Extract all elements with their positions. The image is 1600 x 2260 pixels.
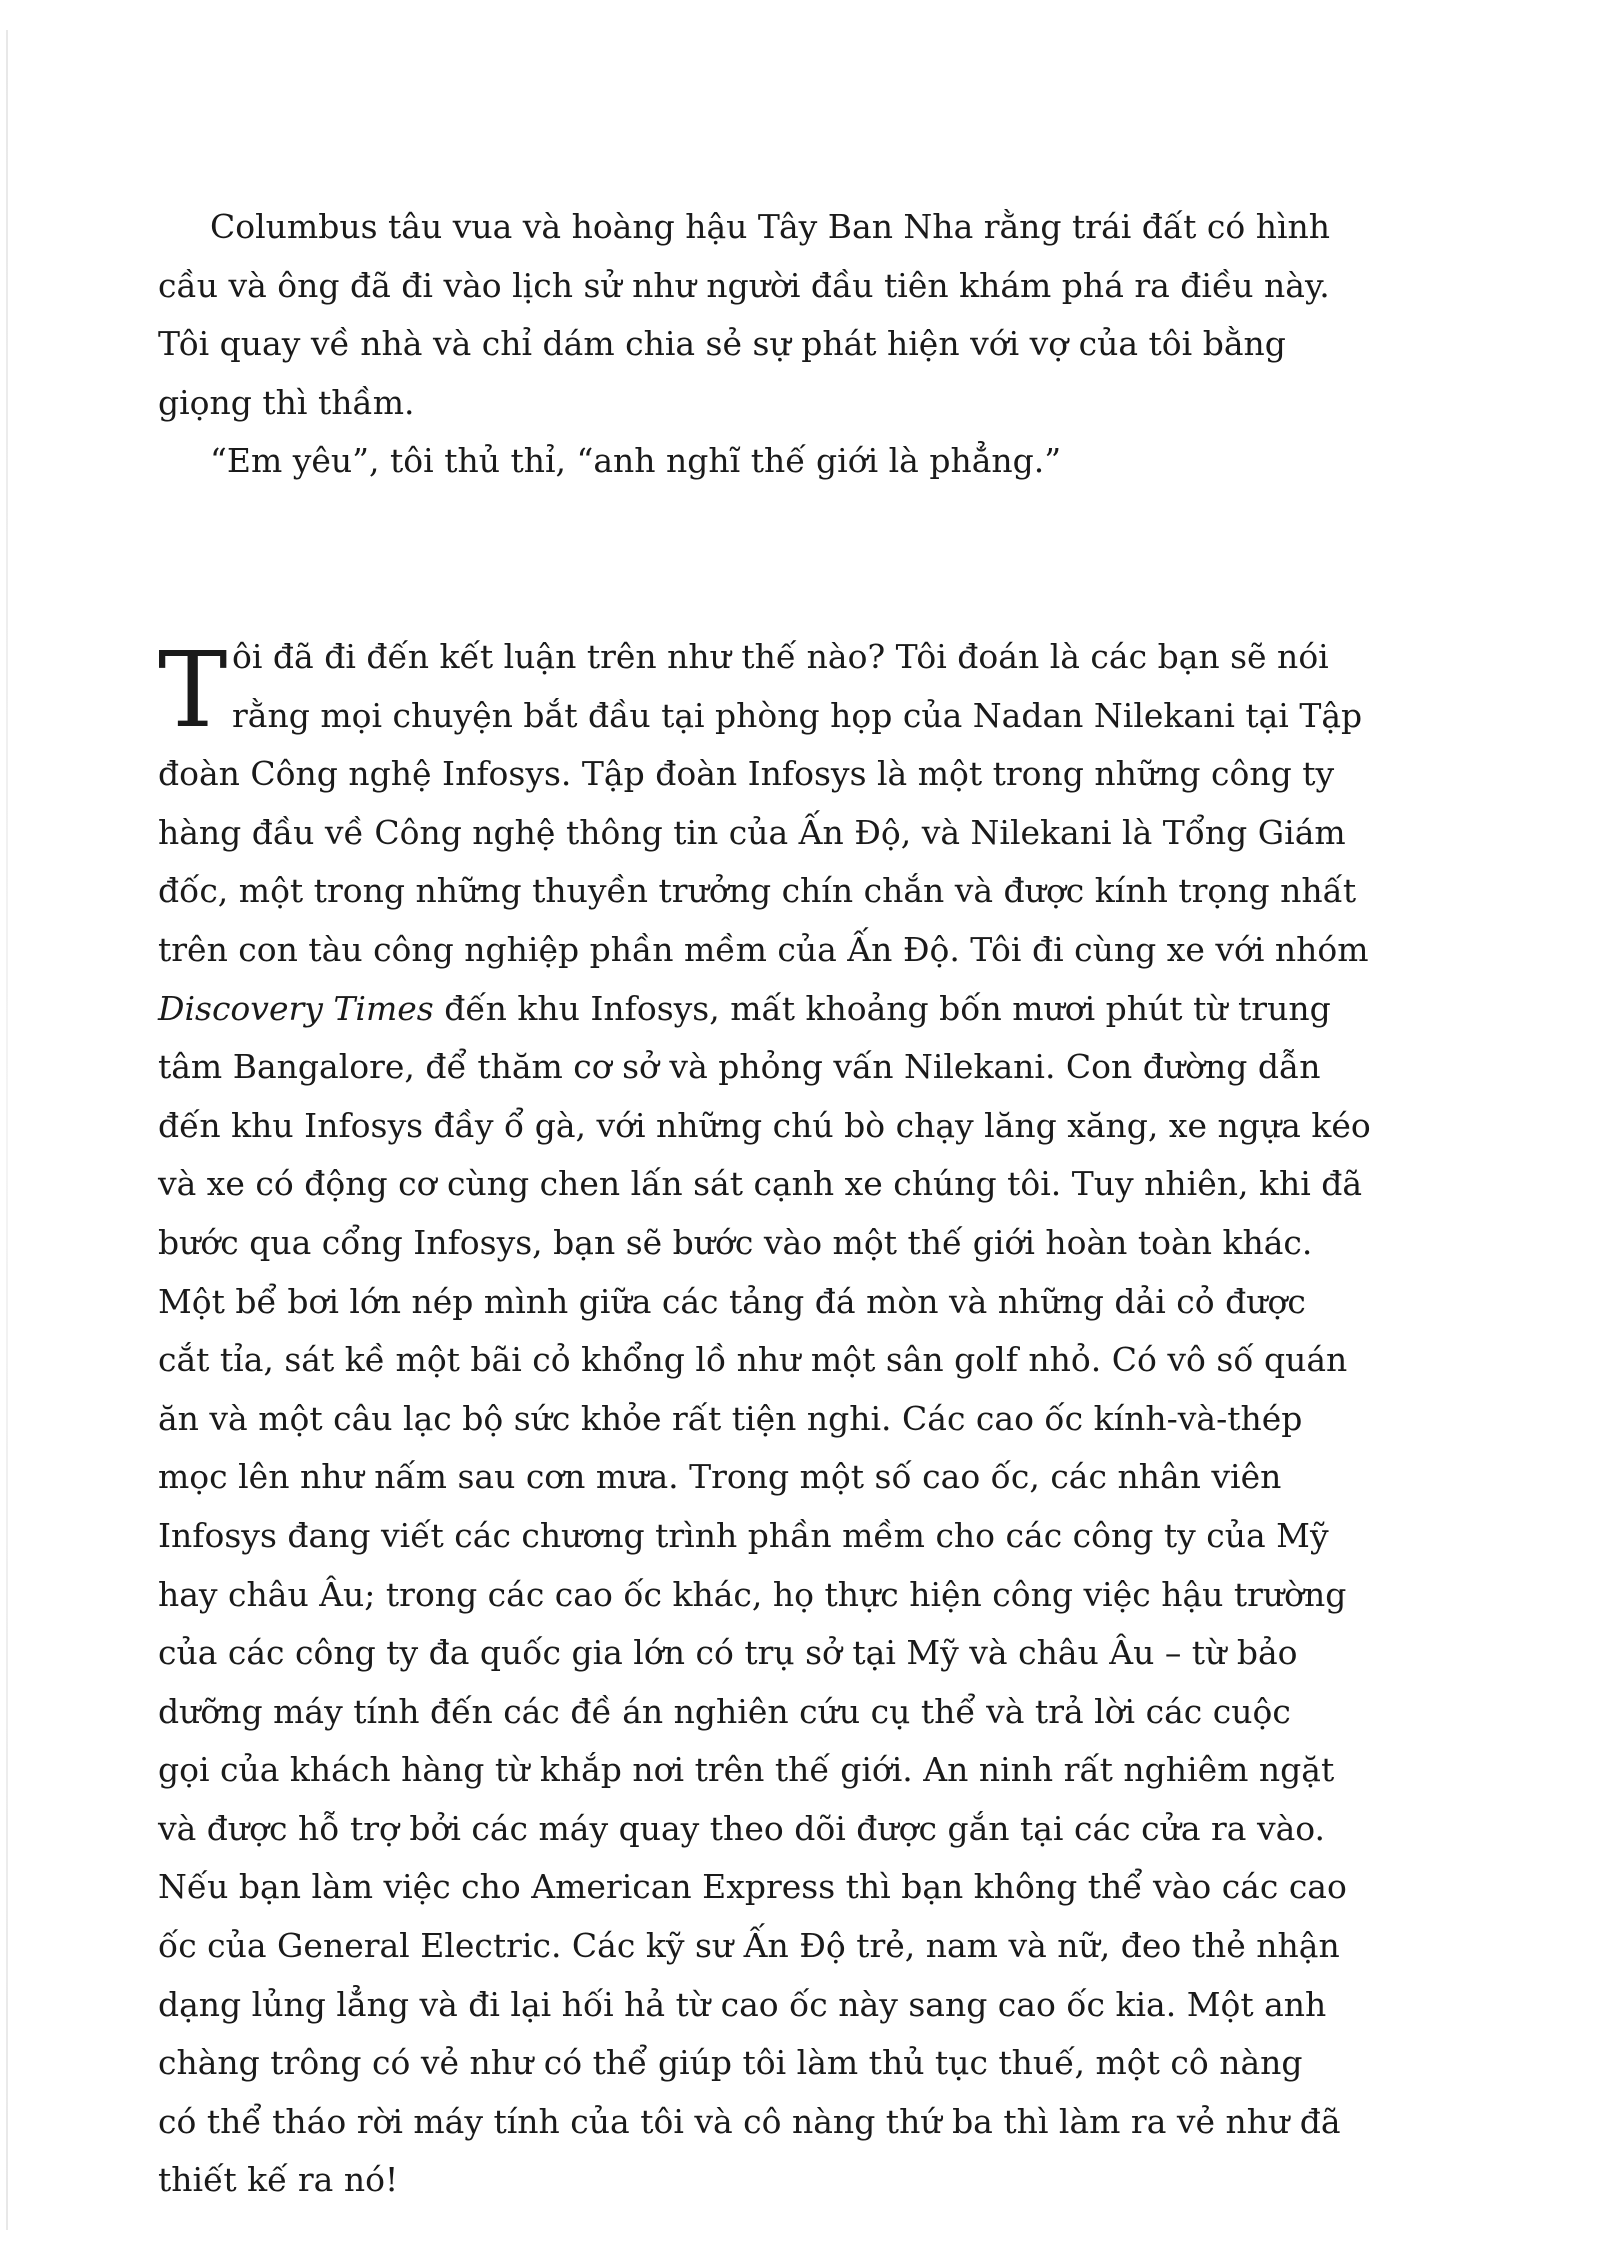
main-line-3: đoàn Công nghệ Infosys. Tập đoàn Infosys là một trong những công ty bbox=[158, 754, 1335, 794]
main-line-11: bước qua cổng Infosys, bạn sẽ bước vào một thế giới hoàn toàn khác. bbox=[158, 1222, 1313, 1262]
paragraph-2-quote: “Em yêu”, tôi thủ thỉ, “anh nghĩ thế giới là phẳng.” bbox=[210, 441, 1062, 481]
main-line-5: đốc, một trong những thuyền trưởng chín chắn và được kính trọng nhất bbox=[158, 871, 1357, 911]
main-line-17: hay châu Âu; trong các cao ốc khác, họ thực hiện công việc hậu trường bbox=[158, 1574, 1347, 1614]
main-line-23: ốc của General Electric. Các kỹ sư Ấn Độ trẻ, nam và nữ, đeo thẻ nhận bbox=[158, 1926, 1340, 1966]
paragraph-1-line-4: giọng thì thầm. bbox=[158, 382, 415, 422]
main-paragraph bbox=[158, 628, 1460, 2210]
main-line-25: chàng trông có vẻ như có thể giúp tôi làm thủ tục thuế, một cô nàng bbox=[158, 2043, 1303, 2083]
main-line-27: thiết kế ra nó! bbox=[158, 2160, 399, 2200]
paragraph-1-line-3: Tôi quay về nhà và chỉ dám chia sẻ sự phát hiện với vợ của tôi bằng bbox=[158, 324, 1286, 364]
paragraph-1-line-2: cầu và ông đã đi vào lịch sử như người đầu tiên khám phá ra điều này. bbox=[158, 265, 1330, 305]
main-line-22: Nếu bạn làm việc cho American Express thì bạn không thể vào các cao bbox=[158, 1867, 1347, 1907]
opening-paragraphs bbox=[158, 198, 1460, 491]
main-line-7-rest: đến khu Infosys, mất khoảng bốn mươi phút từ trung bbox=[433, 988, 1331, 1028]
main-line-2: rằng mọi chuyện bắt đầu tại phòng họp của Nadan Nilekani tại Tập bbox=[232, 695, 1363, 735]
main-line-24: dạng lủng lẳng và đi lại hối hả từ cao ốc này sang cao ốc kia. Một anh bbox=[158, 1984, 1327, 2024]
main-line-14: ăn và một câu lạc bộ sức khỏe rất tiện nghi. Các cao ốc kính-và-thép bbox=[158, 1398, 1303, 1438]
main-line-12: Một bể bơi lớn nép mình giữa các tảng đá mòn và những dải cỏ được bbox=[158, 1281, 1306, 1321]
main-line-19: dưỡng máy tính đến các đề án nghiên cứu cụ thể và trả lời các cuộc bbox=[158, 1691, 1291, 1731]
main-line-4: hàng đầu về Công nghệ thông tin của Ấn Độ, và Nilekani là Tổng Giám bbox=[158, 812, 1346, 852]
main-line-6: trên con tàu công nghiệp phần mềm của Ấn Độ. Tôi đi cùng xe với nhóm bbox=[158, 929, 1369, 969]
main-line-9: đến khu Infosys đầy ổ gà, với những chú bò chạy lăng xăng, xe ngựa kéo bbox=[158, 1105, 1371, 1145]
main-line-7 bbox=[158, 980, 1460, 1039]
main-line-10: và xe có động cơ cùng chen lấn sát cạnh xe chúng tôi. Tuy nhiên, khi đã bbox=[158, 1164, 1363, 1204]
main-line-15: mọc lên như nấm sau cơn mưa. Trong một số cao ốc, các nhân viên bbox=[158, 1457, 1282, 1497]
main-line-18: của các công ty đa quốc gia lớn có trụ sở tại Mỹ và châu Âu – từ bảo bbox=[158, 1633, 1298, 1673]
page-edge-shadow bbox=[6, 30, 8, 2230]
main-line-8: tâm Bangalore, để thăm cơ sở và phỏng vấn Nilekani. Con đường dẫn bbox=[158, 1047, 1321, 1087]
main-line-1: ôi đã đi đến kết luận trên như thế nào? Tôi đoán là các bạn sẽ nói bbox=[232, 637, 1329, 676]
main-line-16: Infosys đang viết các chương trình phần mềm cho các công ty của Mỹ bbox=[158, 1515, 1329, 1555]
paragraph-1-line-1: Columbus tâu vua và hoàng hậu Tây Ban Nha rằng trái đất có hình bbox=[210, 207, 1331, 246]
italic-title-discovery-times: Discovery Times bbox=[158, 988, 434, 1028]
main-line-20: gọi của khách hàng từ khắp nơi trên thế giới. An ninh rất nghiêm ngặt bbox=[158, 1750, 1335, 1790]
main-line-21: và được hỗ trợ bởi các máy quay theo dõi được gắn tại các cửa ra vào. bbox=[158, 1808, 1326, 1848]
drop-cap-letter: T bbox=[158, 629, 228, 751]
main-line-26: có thể tháo rời máy tính của tôi và cô nàng thứ ba thì làm ra vẻ như đã bbox=[158, 2101, 1341, 2141]
main-line-13: cắt tỉa, sát kề một bãi cỏ khổng lồ như một sân golf nhỏ. Có vô số quán bbox=[158, 1340, 1348, 1380]
